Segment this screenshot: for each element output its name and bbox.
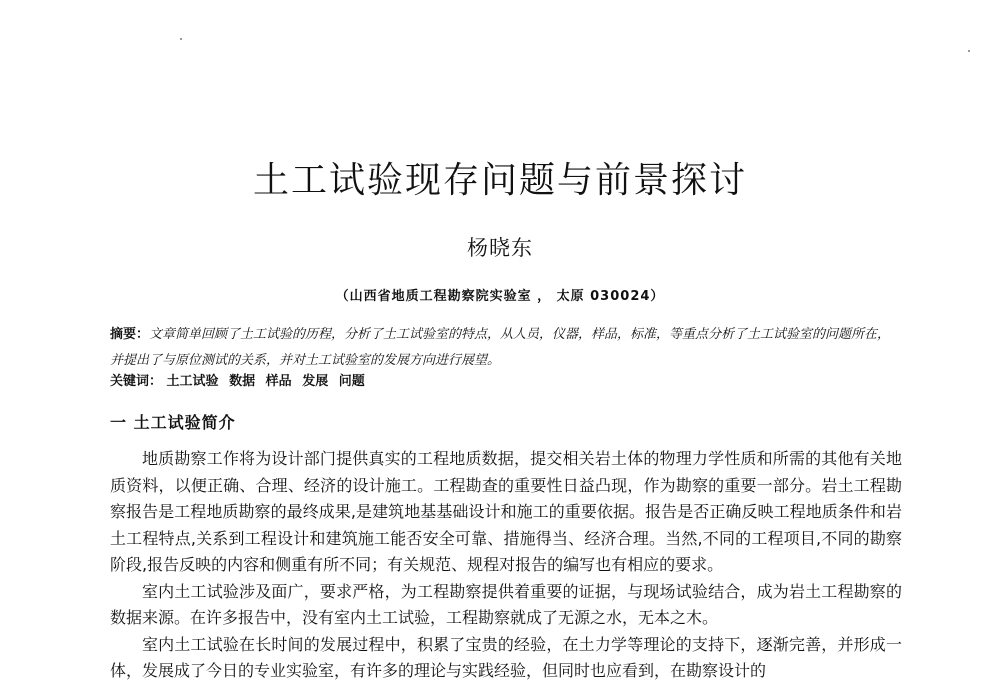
abstract [110, 322, 900, 374]
keyword: 土工试验 [166, 374, 219, 389]
abstract-label: 摘要： [110, 327, 150, 342]
body-text [110, 446, 902, 684]
abstract-text: 文章简单回顾了土工试验的历程，分析了土工试验室的特点，从人员，仪器，样品，标准，等重点分析了土工试验室的问题所在，并提出了与原位测试的关系，并对土工试验室的发展方向进行展望。 [110, 327, 891, 368]
keyword: 问题 [338, 374, 365, 389]
keywords-label: 关键词： [110, 374, 163, 389]
keyword: 样品 [265, 374, 292, 389]
body-paragraph: 室内土工试验涉及面广，要求严格，为工程勘察提供着重要的证据，与现场试验结合，成为岩土工程勘察的数据来源。在许多报告中，没有室内土工试验，工程勘察就成了无源之水，无本之木。 [110, 581, 902, 627]
body-paragraph: 室内土工试验在长时间的发展过程中，积累了宝贵的经验，在土力学等理论的支持下，逐渐完善，并形成一体，发展成了今日的专业实验室，有许多的理论与实践经验，但同时也应看到，在勘察设计的 [110, 634, 902, 680]
paper-author: 杨晓东 [467, 236, 533, 260]
body-paragraph: 地质勘察工作将为设计部门提供真实的工程地质数据，提交相关岩土体的物理力学性质和所需的其他有关地质资料，以便正确、合理、经济的设计施工。工程勘查的重要性日益凸现，作为勘察的重要一部分。岩土工程勘察报告是工程地质勘察的最终成果,是建筑地基基础设计和施工的重要依据。报告是否正确反映工程地质条件和岩土工程特点,关系到工程设计和建筑施工能否安全可靠、措施得当、经济合理。当然,不同的工程项目,不同的勘察阶段,报告反映的内容和侧重有所不同；有关规范、规程对报告的编写也有相应的要求。 [110, 449, 902, 574]
section-heading: 一 土工试验简介 [110, 413, 236, 432]
scan-speck [968, 50, 970, 52]
paper-affiliation: （山西省地质工程勘察院实验室 ， 太原 030024） [335, 289, 665, 304]
scan-speck [180, 38, 182, 40]
keyword: 发展 [302, 374, 329, 389]
keywords [110, 372, 371, 392]
keyword: 数据 [229, 374, 256, 389]
paper-title: 土工试验现存问题与前景探讨 [252, 160, 747, 201]
